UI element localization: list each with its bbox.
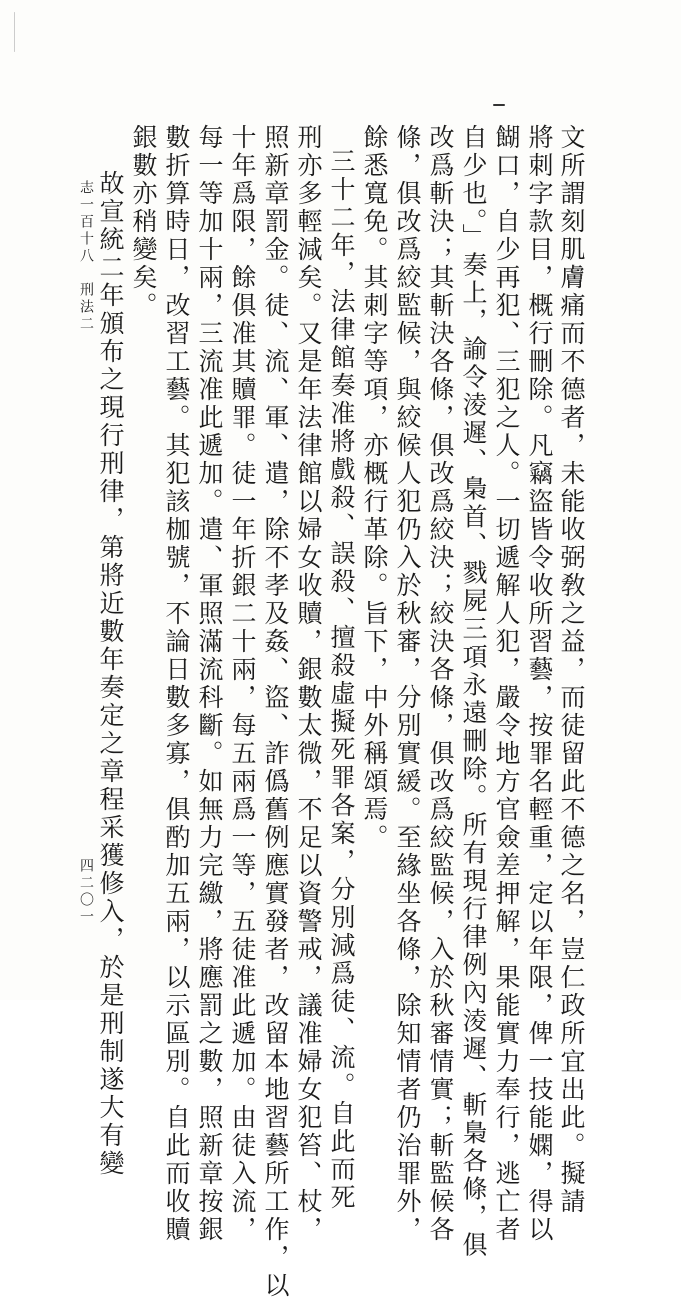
text-column: 餬口，自少再犯、三犯之人。一切遞解人犯，嚴令地方官僉差押解，果能實力奉行，逃亡者 [492, 124, 521, 1244]
text-column: 銀數亦稍變矣。 [129, 124, 158, 320]
text-column: 照新章罰金。徒、流、軍、遣，除不孝及姦、盜、詐僞舊例應實發者，改留本地習藝所工作，以 [261, 124, 290, 1300]
text-column: 三十二年，法律館奏准將戲殺、誤殺、擅殺虛擬死罪各案，分別減爲徒、流。自此而死 [327, 148, 356, 1212]
page-number: 四二〇一 [78, 858, 94, 926]
text-column: 每一等加十兩，三流准此遞加。遣、軍照滿流科斷。如無力完繳，將應罰之數，照新章按銀 [195, 124, 224, 1244]
running-title: 志一百十八 刑法二 [78, 180, 94, 333]
text-column: 故宣統二年頒布之現行刑律，第將近數年奏定之章程采獲修入，於是刑制遂大有變 [96, 170, 125, 1178]
text-column: 將刺字款目，概行刪除。凡竊盜皆令收所習藝，按罪名輕重，定以年限，俾一技能嫻，得以 [525, 124, 554, 1244]
text-column: 自少也。」奏上，諭令淩遲、梟首、戮屍三項永遠刪除。所有現行律例內淩遲、斬梟各條，俱 [459, 124, 488, 1260]
scan-edge-mark [14, 12, 15, 52]
scan-speck [493, 104, 505, 106]
text-column: 文所謂刻肌膚痛而不德者，未能收弼敎之益，而徒留此不德之名，豈仁政所宜出此。擬請 [557, 124, 586, 1216]
text-column: 十年爲限，餘俱准其贖罪。徒一年折銀二十兩，每五兩爲一等，五徒准此遞加。由徒入流， [228, 124, 257, 1244]
text-column: 餘悉寬免。其刺字等項，亦概行革除。旨下，中外稱頌焉。 [360, 124, 389, 852]
text-column: 數折算時日，改習工藝。其犯該枷號，不論日數多寡，俱酌加五兩，以示區別。自此而收贖 [162, 124, 191, 1244]
text-column: 刑亦多輕減矣。又是年法律館以婦女收贖，銀數太微，不足以資警戒，議准婦女犯笞、杖， [294, 124, 323, 1244]
text-column: 條，俱改爲絞監候，與絞候人犯仍入於秋審，分別實緩。至緣坐各條，除知情者仍治罪外， [393, 124, 422, 1244]
text-column: 改爲斬決；其斬決各條，俱改爲絞決；絞決各條，俱改爲絞監候，入於秋審情實；斬監候各 [426, 124, 455, 1244]
